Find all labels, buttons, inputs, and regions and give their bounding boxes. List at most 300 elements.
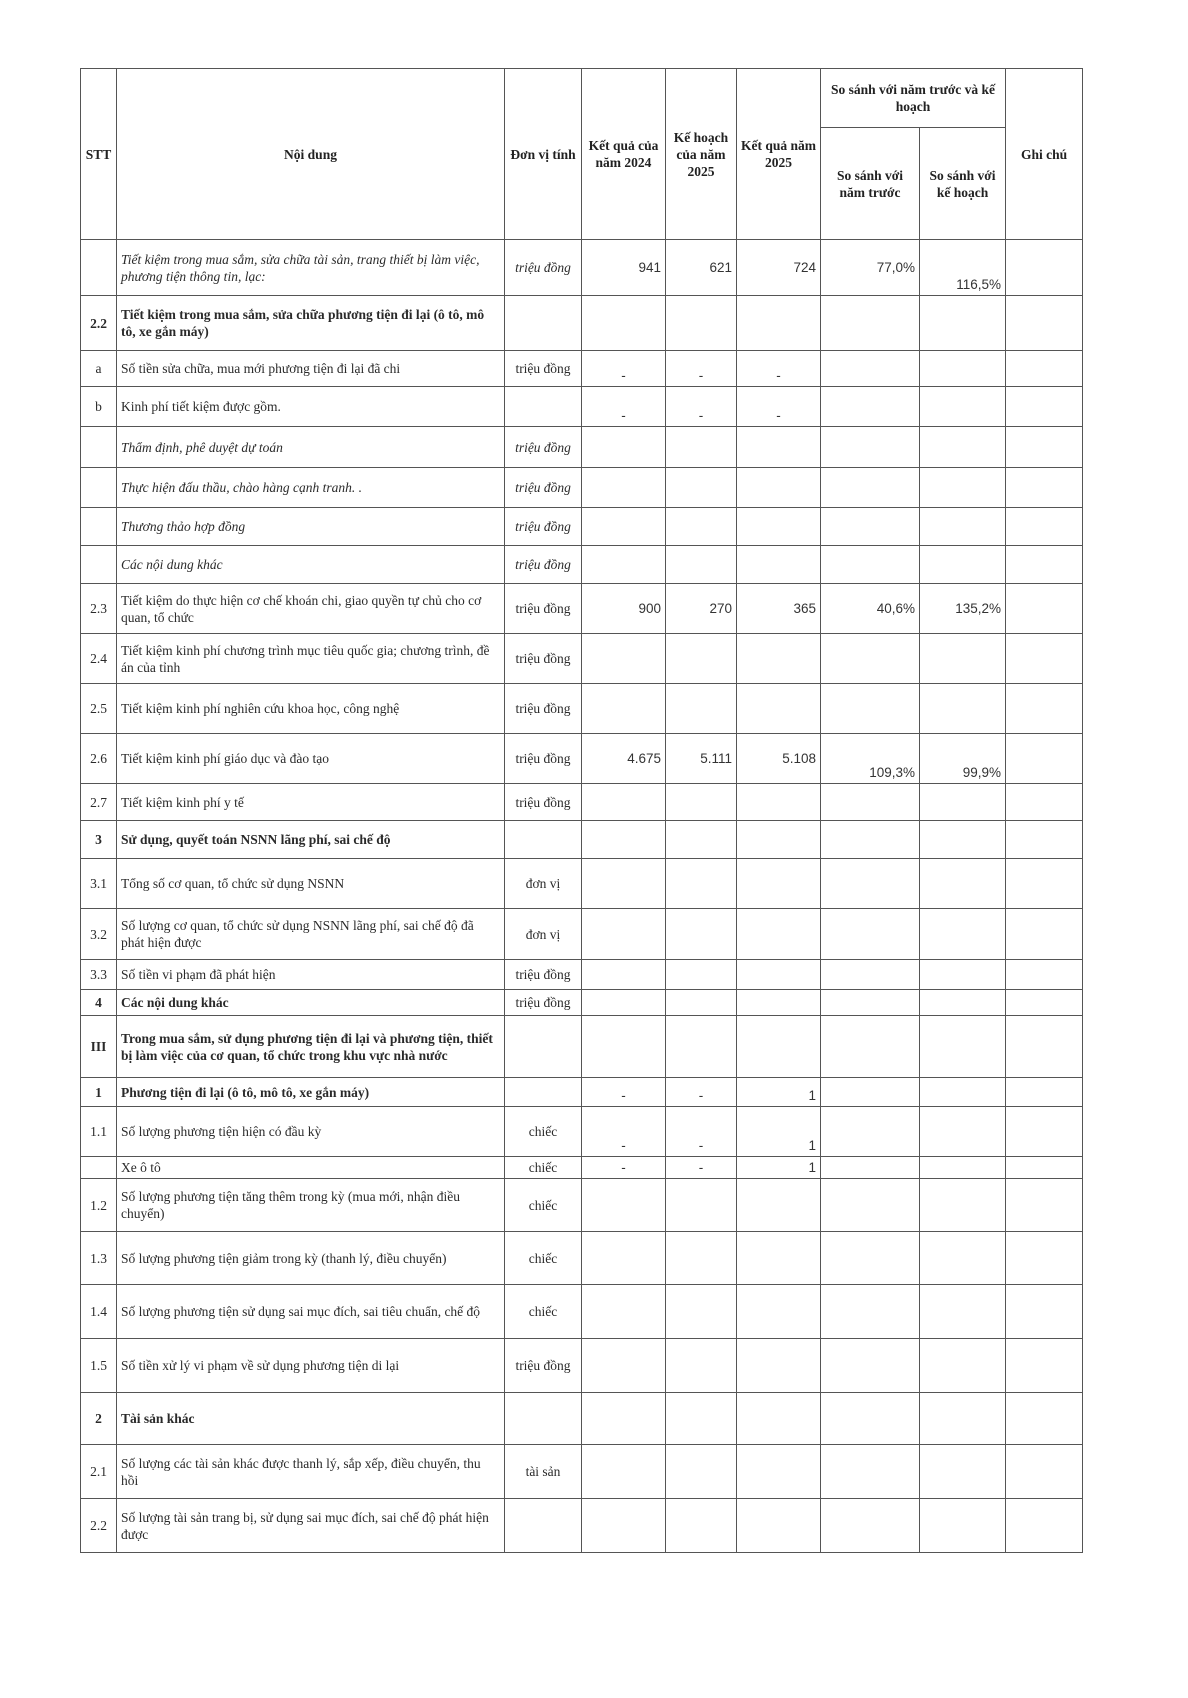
cell-ke-hoach-2025 — [666, 684, 737, 734]
table-row — [81, 1232, 1083, 1285]
cell-ket-qua-2024: - — [582, 1078, 666, 1107]
cell-ke-hoach-2025 — [666, 427, 737, 468]
table-row — [81, 584, 1083, 634]
cell-noi-dung: Tiết kiệm kinh phí y tế — [117, 784, 505, 821]
cell-ket-qua-2024 — [582, 1285, 666, 1339]
cell-ghi-chu — [1006, 684, 1083, 734]
cell-ket-qua-2024 — [582, 468, 666, 508]
cell-noi-dung: Thương thảo hợp đồng — [117, 508, 505, 546]
table-row — [81, 1179, 1083, 1232]
cell-ket-qua-2025 — [737, 546, 821, 584]
cell-ss-nam-truoc — [821, 784, 920, 821]
cell-noi-dung: Số lượng tài sản trang bị, sử dụng sai mục đích, sai chế độ phát hiện được — [117, 1499, 505, 1553]
cell-ss-ke-hoach — [920, 859, 1006, 909]
cell-ghi-chu — [1006, 990, 1083, 1016]
cell-ke-hoach-2025: 621 — [666, 240, 737, 296]
cell-ss-ke-hoach — [920, 1078, 1006, 1107]
cell-ket-qua-2025: 1 — [737, 1078, 821, 1107]
cell-ket-qua-2025 — [737, 468, 821, 508]
cell-noi-dung: Phương tiện đi lại (ô tô, mô tô, xe gắn máy) — [117, 1078, 505, 1107]
cell-noi-dung: Tiết kiệm kinh phí chương trình mục tiêu quốc gia; chương trình, đề án của tỉnh — [117, 634, 505, 684]
cell-ke-hoach-2025 — [666, 909, 737, 960]
cell-ss-ke-hoach — [920, 684, 1006, 734]
cell-ke-hoach-2025: - — [666, 387, 737, 427]
cell-ss-nam-truoc — [821, 684, 920, 734]
cell-ket-qua-2025 — [737, 296, 821, 351]
cell-ss-nam-truoc — [821, 1016, 920, 1078]
cell-ss-nam-truoc — [821, 1393, 920, 1445]
cell-stt: 1.3 — [81, 1232, 117, 1285]
cell-noi-dung: Các nội dung khác — [117, 546, 505, 584]
cell-don-vi-tinh: triệu đồng — [505, 634, 582, 684]
cell-ket-qua-2025 — [737, 684, 821, 734]
cell-ket-qua-2024 — [582, 296, 666, 351]
cell-ss-nam-truoc — [821, 1445, 920, 1499]
cell-don-vi-tinh — [505, 1016, 582, 1078]
cell-noi-dung: Tiết kiệm kinh phí giáo dục và đào tạo — [117, 734, 505, 784]
cell-ke-hoach-2025 — [666, 468, 737, 508]
cell-noi-dung: Số tiền xử lý vi phạm về sử dụng phương tiện di lại — [117, 1339, 505, 1393]
cell-ket-qua-2024 — [582, 1393, 666, 1445]
cell-ss-nam-truoc — [821, 427, 920, 468]
header-so-sanh-group: So sánh với năm trước và kế hoạch — [821, 69, 1006, 128]
cell-ghi-chu — [1006, 1179, 1083, 1232]
cell-ket-qua-2025 — [737, 1232, 821, 1285]
cell-ke-hoach-2025 — [666, 821, 737, 859]
cell-ket-qua-2025: 5.108 — [737, 734, 821, 784]
cell-ghi-chu — [1006, 296, 1083, 351]
cell-ss-nam-truoc — [821, 1157, 920, 1179]
cell-ket-qua-2025 — [737, 859, 821, 909]
cell-ke-hoach-2025 — [666, 296, 737, 351]
cell-ket-qua-2024 — [582, 427, 666, 468]
table-row — [81, 1339, 1083, 1393]
report-table — [80, 68, 1083, 1553]
cell-don-vi-tinh: triệu đồng — [505, 784, 582, 821]
cell-ghi-chu — [1006, 1445, 1083, 1499]
cell-stt: 2 — [81, 1393, 117, 1445]
cell-ghi-chu — [1006, 1232, 1083, 1285]
cell-ket-qua-2024: - — [582, 387, 666, 427]
cell-ss-ke-hoach — [920, 1157, 1006, 1179]
cell-ghi-chu — [1006, 546, 1083, 584]
cell-stt — [81, 546, 117, 584]
cell-ke-hoach-2025 — [666, 1499, 737, 1553]
table-row — [81, 990, 1083, 1016]
header-noi-dung: Nội dung — [117, 69, 505, 240]
cell-ket-qua-2024 — [582, 784, 666, 821]
cell-ket-qua-2025: 1 — [737, 1107, 821, 1157]
cell-don-vi-tinh — [505, 1078, 582, 1107]
cell-ke-hoach-2025: 270 — [666, 584, 737, 634]
cell-ghi-chu — [1006, 584, 1083, 634]
table-row — [81, 546, 1083, 584]
cell-noi-dung: Tiết kiệm trong mua sắm, sửa chữa tài sản, trang thiết bị làm việc, phương tiện thông tin, lạc: — [117, 240, 505, 296]
cell-ghi-chu — [1006, 784, 1083, 821]
table-row — [81, 1499, 1083, 1553]
cell-ss-ke-hoach — [920, 821, 1006, 859]
table-body — [81, 240, 1083, 1553]
cell-ket-qua-2025 — [737, 990, 821, 1016]
cell-ket-qua-2024 — [582, 909, 666, 960]
cell-ke-hoach-2025: - — [666, 1107, 737, 1157]
cell-ss-nam-truoc — [821, 1285, 920, 1339]
cell-ghi-chu — [1006, 387, 1083, 427]
cell-noi-dung: Tiết kiệm do thực hiện cơ chế khoán chi, giao quyền tự chủ cho cơ quan, tổ chức — [117, 584, 505, 634]
cell-ke-hoach-2025 — [666, 1179, 737, 1232]
cell-stt: 1.5 — [81, 1339, 117, 1393]
cell-noi-dung: Trong mua sắm, sử dụng phương tiện đi lại và phương tiện, thiết bị làm việc của cơ quan, tổ chức trong khu vực nhà nước — [117, 1016, 505, 1078]
cell-ke-hoach-2025 — [666, 1232, 737, 1285]
cell-ss-nam-truoc — [821, 387, 920, 427]
table-row — [81, 1157, 1083, 1179]
cell-ghi-chu — [1006, 1107, 1083, 1157]
cell-noi-dung: Kinh phí tiết kiệm được gồm. — [117, 387, 505, 427]
cell-don-vi-tinh: triệu đồng — [505, 351, 582, 387]
cell-ket-qua-2024 — [582, 546, 666, 584]
cell-ket-qua-2024 — [582, 684, 666, 734]
cell-don-vi-tinh: chiếc — [505, 1107, 582, 1157]
cell-ss-ke-hoach — [920, 1339, 1006, 1393]
cell-don-vi-tinh: triệu đồng — [505, 990, 582, 1016]
cell-don-vi-tinh: triệu đồng — [505, 960, 582, 990]
header-ss-nam-truoc: So sánh với năm trước — [821, 128, 920, 240]
table-row — [81, 468, 1083, 508]
cell-don-vi-tinh: triệu đồng — [505, 684, 582, 734]
cell-stt: b — [81, 387, 117, 427]
cell-ke-hoach-2025 — [666, 546, 737, 584]
cell-ss-ke-hoach: 99,9% — [920, 734, 1006, 784]
cell-ket-qua-2024 — [582, 1445, 666, 1499]
cell-noi-dung: Xe ô tô — [117, 1157, 505, 1179]
cell-ss-nam-truoc — [821, 508, 920, 546]
cell-noi-dung: Số lượng phương tiện giảm trong kỳ (thanh lý, điều chuyển) — [117, 1232, 505, 1285]
cell-ket-qua-2024 — [582, 1179, 666, 1232]
cell-ss-ke-hoach — [920, 1499, 1006, 1553]
cell-ss-ke-hoach — [920, 990, 1006, 1016]
cell-ss-nam-truoc — [821, 1339, 920, 1393]
cell-ss-nam-truoc — [821, 821, 920, 859]
header-stt: STT — [81, 69, 117, 240]
cell-stt: 2.1 — [81, 1445, 117, 1499]
cell-ss-nam-truoc — [821, 909, 920, 960]
cell-ket-qua-2025: 1 — [737, 1157, 821, 1179]
cell-don-vi-tinh — [505, 296, 582, 351]
cell-ke-hoach-2025: - — [666, 1078, 737, 1107]
cell-noi-dung: Sử dụng, quyết toán NSNN lãng phí, sai chế độ — [117, 821, 505, 859]
cell-stt: III — [81, 1016, 117, 1078]
cell-don-vi-tinh: chiếc — [505, 1285, 582, 1339]
cell-ket-qua-2024 — [582, 1016, 666, 1078]
cell-ss-ke-hoach — [920, 508, 1006, 546]
cell-noi-dung: Tiết kiệm kinh phí nghiên cứu khoa học, công nghệ — [117, 684, 505, 734]
cell-ket-qua-2024 — [582, 508, 666, 546]
cell-stt: 1 — [81, 1078, 117, 1107]
table-row — [81, 296, 1083, 351]
cell-ss-nam-truoc — [821, 1078, 920, 1107]
cell-stt: 2.6 — [81, 734, 117, 784]
cell-ket-qua-2025 — [737, 1499, 821, 1553]
cell-ket-qua-2025: 365 — [737, 584, 821, 634]
cell-ke-hoach-2025 — [666, 1445, 737, 1499]
table-row — [81, 684, 1083, 734]
cell-ghi-chu — [1006, 1157, 1083, 1179]
table-row — [81, 1285, 1083, 1339]
cell-stt: 3.1 — [81, 859, 117, 909]
cell-noi-dung: Số tiền sửa chữa, mua mới phương tiện đi lại đã chi — [117, 351, 505, 387]
cell-ss-ke-hoach — [920, 546, 1006, 584]
cell-ke-hoach-2025 — [666, 990, 737, 1016]
cell-stt: 1.1 — [81, 1107, 117, 1157]
cell-ss-ke-hoach — [920, 1107, 1006, 1157]
table-row — [81, 1107, 1083, 1157]
cell-ket-qua-2025: 724 — [737, 240, 821, 296]
cell-don-vi-tinh: triệu đồng — [505, 427, 582, 468]
cell-ket-qua-2024: - — [582, 1107, 666, 1157]
cell-ss-ke-hoach — [920, 1179, 1006, 1232]
cell-stt: a — [81, 351, 117, 387]
cell-ss-ke-hoach — [920, 1285, 1006, 1339]
cell-stt — [81, 427, 117, 468]
cell-ke-hoach-2025 — [666, 1339, 737, 1393]
cell-ket-qua-2024 — [582, 960, 666, 990]
cell-ss-ke-hoach — [920, 1232, 1006, 1285]
cell-ss-ke-hoach — [920, 1445, 1006, 1499]
cell-ss-nam-truoc — [821, 1107, 920, 1157]
cell-noi-dung: Thực hiện đấu thầu, chào hàng cạnh tranh. . — [117, 468, 505, 508]
cell-ket-qua-2024: 900 — [582, 584, 666, 634]
cell-ke-hoach-2025 — [666, 1285, 737, 1339]
cell-ss-nam-truoc: 109,3% — [821, 734, 920, 784]
cell-ket-qua-2024 — [582, 1499, 666, 1553]
cell-ss-nam-truoc — [821, 296, 920, 351]
table-row — [81, 909, 1083, 960]
header-ghi-chu: Ghi chú — [1006, 69, 1083, 240]
cell-ss-ke-hoach — [920, 296, 1006, 351]
cell-ss-ke-hoach — [920, 427, 1006, 468]
cell-ke-hoach-2025 — [666, 1016, 737, 1078]
cell-ghi-chu — [1006, 1078, 1083, 1107]
cell-ss-ke-hoach — [920, 1393, 1006, 1445]
cell-don-vi-tinh — [505, 1499, 582, 1553]
cell-stt: 2.2 — [81, 296, 117, 351]
cell-ket-qua-2024 — [582, 821, 666, 859]
cell-don-vi-tinh — [505, 387, 582, 427]
cell-ket-qua-2025 — [737, 1393, 821, 1445]
cell-don-vi-tinh — [505, 1393, 582, 1445]
table-row — [81, 634, 1083, 684]
cell-stt: 4 — [81, 990, 117, 1016]
cell-noi-dung: Số lượng phương tiện tăng thêm trong kỳ (mua mới, nhận điều chuyển) — [117, 1179, 505, 1232]
table-row — [81, 508, 1083, 546]
cell-noi-dung: Số lượng các tài sản khác được thanh lý, sắp xếp, điều chuyển, thu hồi — [117, 1445, 505, 1499]
cell-ghi-chu — [1006, 634, 1083, 684]
cell-noi-dung: Thẩm định, phê duyệt dự toán — [117, 427, 505, 468]
cell-ke-hoach-2025 — [666, 1393, 737, 1445]
cell-don-vi-tinh: triệu đồng — [505, 508, 582, 546]
cell-stt: 2.7 — [81, 784, 117, 821]
cell-ke-hoach-2025 — [666, 960, 737, 990]
cell-don-vi-tinh: chiếc — [505, 1157, 582, 1179]
cell-don-vi-tinh: triệu đồng — [505, 468, 582, 508]
cell-ket-qua-2025: - — [737, 387, 821, 427]
cell-ke-hoach-2025 — [666, 634, 737, 684]
table-row — [81, 427, 1083, 468]
cell-ss-nam-truoc — [821, 1499, 920, 1553]
cell-stt: 3.2 — [81, 909, 117, 960]
cell-ghi-chu — [1006, 1393, 1083, 1445]
cell-ss-nam-truoc — [821, 990, 920, 1016]
cell-ket-qua-2025 — [737, 508, 821, 546]
cell-ghi-chu — [1006, 821, 1083, 859]
cell-ket-qua-2025 — [737, 1445, 821, 1499]
cell-stt — [81, 240, 117, 296]
cell-ghi-chu — [1006, 1016, 1083, 1078]
cell-ss-ke-hoach — [920, 909, 1006, 960]
cell-ke-hoach-2025: 5.111 — [666, 734, 737, 784]
cell-ket-qua-2025 — [737, 960, 821, 990]
header-ket-qua-2024: Kết quả của năm 2024 — [582, 69, 666, 240]
cell-ghi-chu — [1006, 240, 1083, 296]
cell-don-vi-tinh: triệu đồng — [505, 584, 582, 634]
cell-ghi-chu — [1006, 1339, 1083, 1393]
cell-stt: 3.3 — [81, 960, 117, 990]
cell-ghi-chu — [1006, 468, 1083, 508]
cell-ss-nam-truoc — [821, 546, 920, 584]
table-row — [81, 859, 1083, 909]
cell-don-vi-tinh: triệu đồng — [505, 734, 582, 784]
cell-don-vi-tinh — [505, 821, 582, 859]
cell-noi-dung: Số lượng phương tiện sử dụng sai mục đích, sai tiêu chuẩn, chế độ — [117, 1285, 505, 1339]
cell-stt: 2.2 — [81, 1499, 117, 1553]
cell-ss-ke-hoach — [920, 468, 1006, 508]
cell-ket-qua-2025 — [737, 1339, 821, 1393]
cell-don-vi-tinh: triệu đồng — [505, 546, 582, 584]
cell-don-vi-tinh: chiếc — [505, 1232, 582, 1285]
cell-ghi-chu — [1006, 1285, 1083, 1339]
cell-ss-ke-hoach — [920, 784, 1006, 821]
cell-ss-nam-truoc — [821, 859, 920, 909]
cell-ke-hoach-2025 — [666, 859, 737, 909]
cell-don-vi-tinh: đơn vị — [505, 909, 582, 960]
cell-stt — [81, 508, 117, 546]
table-row — [81, 1393, 1083, 1445]
cell-ss-nam-truoc — [821, 634, 920, 684]
cell-ss-ke-hoach — [920, 351, 1006, 387]
cell-ss-ke-hoach — [920, 387, 1006, 427]
cell-ghi-chu — [1006, 859, 1083, 909]
cell-ss-ke-hoach: 135,2% — [920, 584, 1006, 634]
table-row — [81, 734, 1083, 784]
cell-stt: 1.4 — [81, 1285, 117, 1339]
cell-ket-qua-2024 — [582, 1339, 666, 1393]
cell-ss-ke-hoach — [920, 634, 1006, 684]
cell-ghi-chu — [1006, 1499, 1083, 1553]
cell-stt: 2.3 — [81, 584, 117, 634]
cell-ket-qua-2025 — [737, 1016, 821, 1078]
cell-noi-dung: Tiết kiệm trong mua sắm, sửa chữa phương tiện đi lại (ô tô, mô tô, xe gắn máy) — [117, 296, 505, 351]
cell-ket-qua-2024 — [582, 634, 666, 684]
cell-ket-qua-2024: 4.675 — [582, 734, 666, 784]
cell-ghi-chu — [1006, 427, 1083, 468]
table-row — [81, 784, 1083, 821]
cell-ket-qua-2025 — [737, 427, 821, 468]
cell-stt — [81, 468, 117, 508]
cell-ghi-chu — [1006, 351, 1083, 387]
cell-ghi-chu — [1006, 734, 1083, 784]
cell-ket-qua-2024 — [582, 859, 666, 909]
cell-ke-hoach-2025: - — [666, 1157, 737, 1179]
header-ke-hoach-2025: Kế hoạch của năm 2025 — [666, 69, 737, 240]
cell-noi-dung: Tổng số cơ quan, tổ chức sử dụng NSNN — [117, 859, 505, 909]
cell-noi-dung: Số lượng phương tiện hiện có đầu kỳ — [117, 1107, 505, 1157]
cell-ket-qua-2025 — [737, 634, 821, 684]
cell-ss-nam-truoc: 40,6% — [821, 584, 920, 634]
table-row — [81, 1078, 1083, 1107]
table-row — [81, 240, 1083, 296]
table-row — [81, 1016, 1083, 1078]
cell-ss-nam-truoc: 77,0% — [821, 240, 920, 296]
table-header — [81, 69, 1083, 240]
cell-don-vi-tinh: đơn vị — [505, 859, 582, 909]
cell-ke-hoach-2025 — [666, 508, 737, 546]
cell-ket-qua-2025 — [737, 1285, 821, 1339]
cell-ket-qua-2024 — [582, 1232, 666, 1285]
cell-stt: 3 — [81, 821, 117, 859]
cell-noi-dung: Số tiền vi phạm đã phát hiện — [117, 960, 505, 990]
cell-ss-nam-truoc — [821, 1179, 920, 1232]
table-row — [81, 821, 1083, 859]
cell-ss-nam-truoc — [821, 468, 920, 508]
cell-ket-qua-2024: - — [582, 351, 666, 387]
table-row — [81, 960, 1083, 990]
cell-ghi-chu — [1006, 909, 1083, 960]
cell-don-vi-tinh: triệu đồng — [505, 1339, 582, 1393]
table-row — [81, 351, 1083, 387]
cell-don-vi-tinh: triệu đồng — [505, 240, 582, 296]
cell-stt: 2.5 — [81, 684, 117, 734]
cell-ket-qua-2024 — [582, 990, 666, 1016]
cell-ket-qua-2025 — [737, 784, 821, 821]
cell-ket-qua-2024: - — [582, 1157, 666, 1179]
header-don-vi-tinh: Đơn vị tính — [505, 69, 582, 240]
cell-stt: 2.4 — [81, 634, 117, 684]
cell-ket-qua-2025 — [737, 821, 821, 859]
cell-ss-nam-truoc — [821, 351, 920, 387]
cell-noi-dung: Tài sản khác — [117, 1393, 505, 1445]
cell-stt: 1.2 — [81, 1179, 117, 1232]
header-ss-ke-hoach: So sánh với kế hoạch — [920, 128, 1006, 240]
cell-ss-ke-hoach: 116,5% — [920, 240, 1006, 296]
cell-noi-dung: Số lượng cơ quan, tổ chức sử dụng NSNN lãng phí, sai chế độ đã phát hiện được — [117, 909, 505, 960]
cell-stt — [81, 1157, 117, 1179]
table-row — [81, 387, 1083, 427]
table-row — [81, 1445, 1083, 1499]
cell-ss-ke-hoach — [920, 1016, 1006, 1078]
cell-don-vi-tinh: chiếc — [505, 1179, 582, 1232]
cell-don-vi-tinh: tài sản — [505, 1445, 582, 1499]
header-ket-qua-2025: Kết quả năm 2025 — [737, 69, 821, 240]
cell-ss-nam-truoc — [821, 960, 920, 990]
cell-ke-hoach-2025: - — [666, 351, 737, 387]
cell-ket-qua-2025 — [737, 1179, 821, 1232]
cell-ket-qua-2025 — [737, 909, 821, 960]
cell-ket-qua-2024: 941 — [582, 240, 666, 296]
cell-ss-ke-hoach — [920, 960, 1006, 990]
cell-ket-qua-2025: - — [737, 351, 821, 387]
cell-ss-nam-truoc — [821, 1232, 920, 1285]
cell-ke-hoach-2025 — [666, 784, 737, 821]
